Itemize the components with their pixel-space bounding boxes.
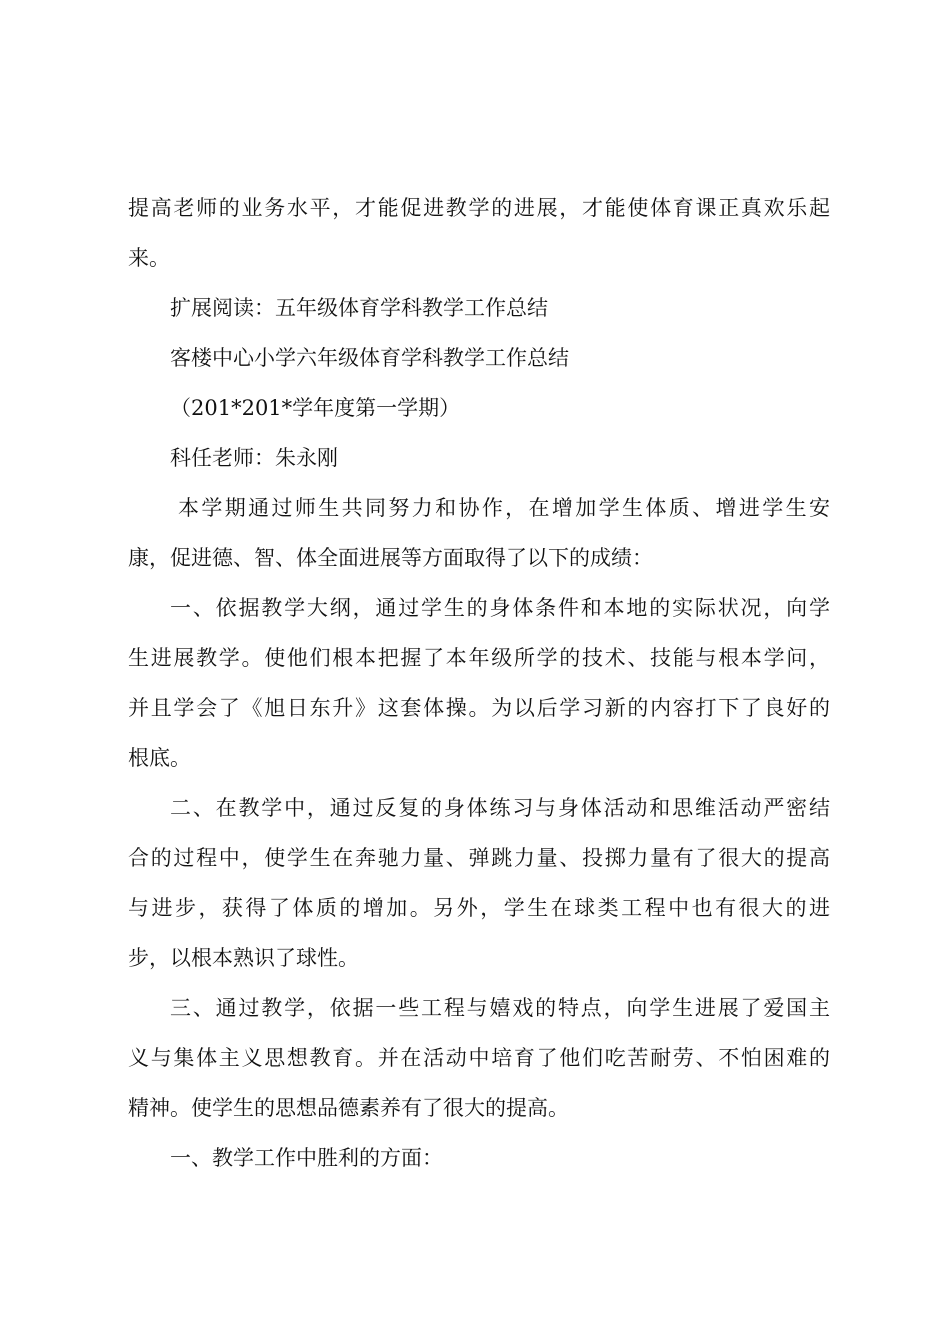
text-line-content: （201*201*学年度第一学期） xyxy=(170,396,461,420)
text-line xyxy=(0,743,950,773)
text-line xyxy=(0,443,950,473)
text-line xyxy=(0,493,950,523)
text-line-content: 合的过程中，使学生在奔驰力量、弹跳力量、投掷力量有了很大的提高 xyxy=(128,846,830,870)
text-line xyxy=(0,843,950,873)
text-line xyxy=(0,893,950,923)
text-line-content: 根底。 xyxy=(128,746,191,770)
text-line-content: 并且学会了《旭日东升》这套体操。为以后学习新的内容打下了良好的 xyxy=(128,696,830,720)
text-line xyxy=(0,1093,950,1123)
text-line xyxy=(0,643,950,673)
text-line-content: 扩展阅读：五年级体育学科教学工作总结 xyxy=(170,296,548,320)
text-line-content: 本学期通过师生共同努力和协作，在增加学生体质、增进学生安 xyxy=(178,496,830,520)
text-line-content: 康，促进德、智、体全面进展等方面取得了以下的成绩： xyxy=(128,546,653,570)
text-line xyxy=(0,793,950,823)
text-line xyxy=(0,593,950,623)
text-line-content: 精神。使学生的思想品德素养有了很大的提高。 xyxy=(128,1096,569,1120)
text-line xyxy=(0,293,950,323)
text-line-content: 二、在教学中，通过反复的身体练习与身体活动和思维活动严密结 xyxy=(170,796,830,820)
text-line-content: 来。 xyxy=(128,246,170,270)
text-line xyxy=(0,343,950,373)
text-line-content: 生进展教学。使他们根本把握了本年级所学的技术、技能与根本学问， xyxy=(128,646,830,670)
text-line-content: 义与集体主义思想教育。并在活动中培育了他们吃苦耐劳、不怕困难的 xyxy=(128,1046,830,1070)
text-line-content: 提高老师的业务水平，才能促进教学的进展，才能使体育课正真欢乐起 xyxy=(128,196,830,220)
text-line xyxy=(0,1143,950,1173)
text-line-content: 科任老师：朱永刚 xyxy=(170,446,338,470)
text-line-content: 与进步，获得了体质的增加。另外，学生在球类工程中也有很大的进 xyxy=(128,896,830,920)
text-line xyxy=(0,243,950,273)
text-line xyxy=(0,1043,950,1073)
text-line-content: 客楼中心小学六年级体育学科教学工作总结 xyxy=(170,346,569,370)
text-line-content: 步，以根本熟识了球性。 xyxy=(128,946,359,970)
text-line xyxy=(0,943,950,973)
text-line-content: 一、依据教学大纲，通过学生的身体条件和本地的实际状况，向学 xyxy=(170,596,830,620)
text-line xyxy=(0,693,950,723)
text-line xyxy=(0,993,950,1023)
text-line xyxy=(0,393,950,423)
text-line xyxy=(0,543,950,573)
text-line-content: 一、教学工作中胜利的方面： xyxy=(170,1146,443,1170)
text-line xyxy=(0,193,950,223)
text-line-content: 三、通过教学，依据一些工程与嬉戏的特点，向学生进展了爱国主 xyxy=(170,996,830,1020)
